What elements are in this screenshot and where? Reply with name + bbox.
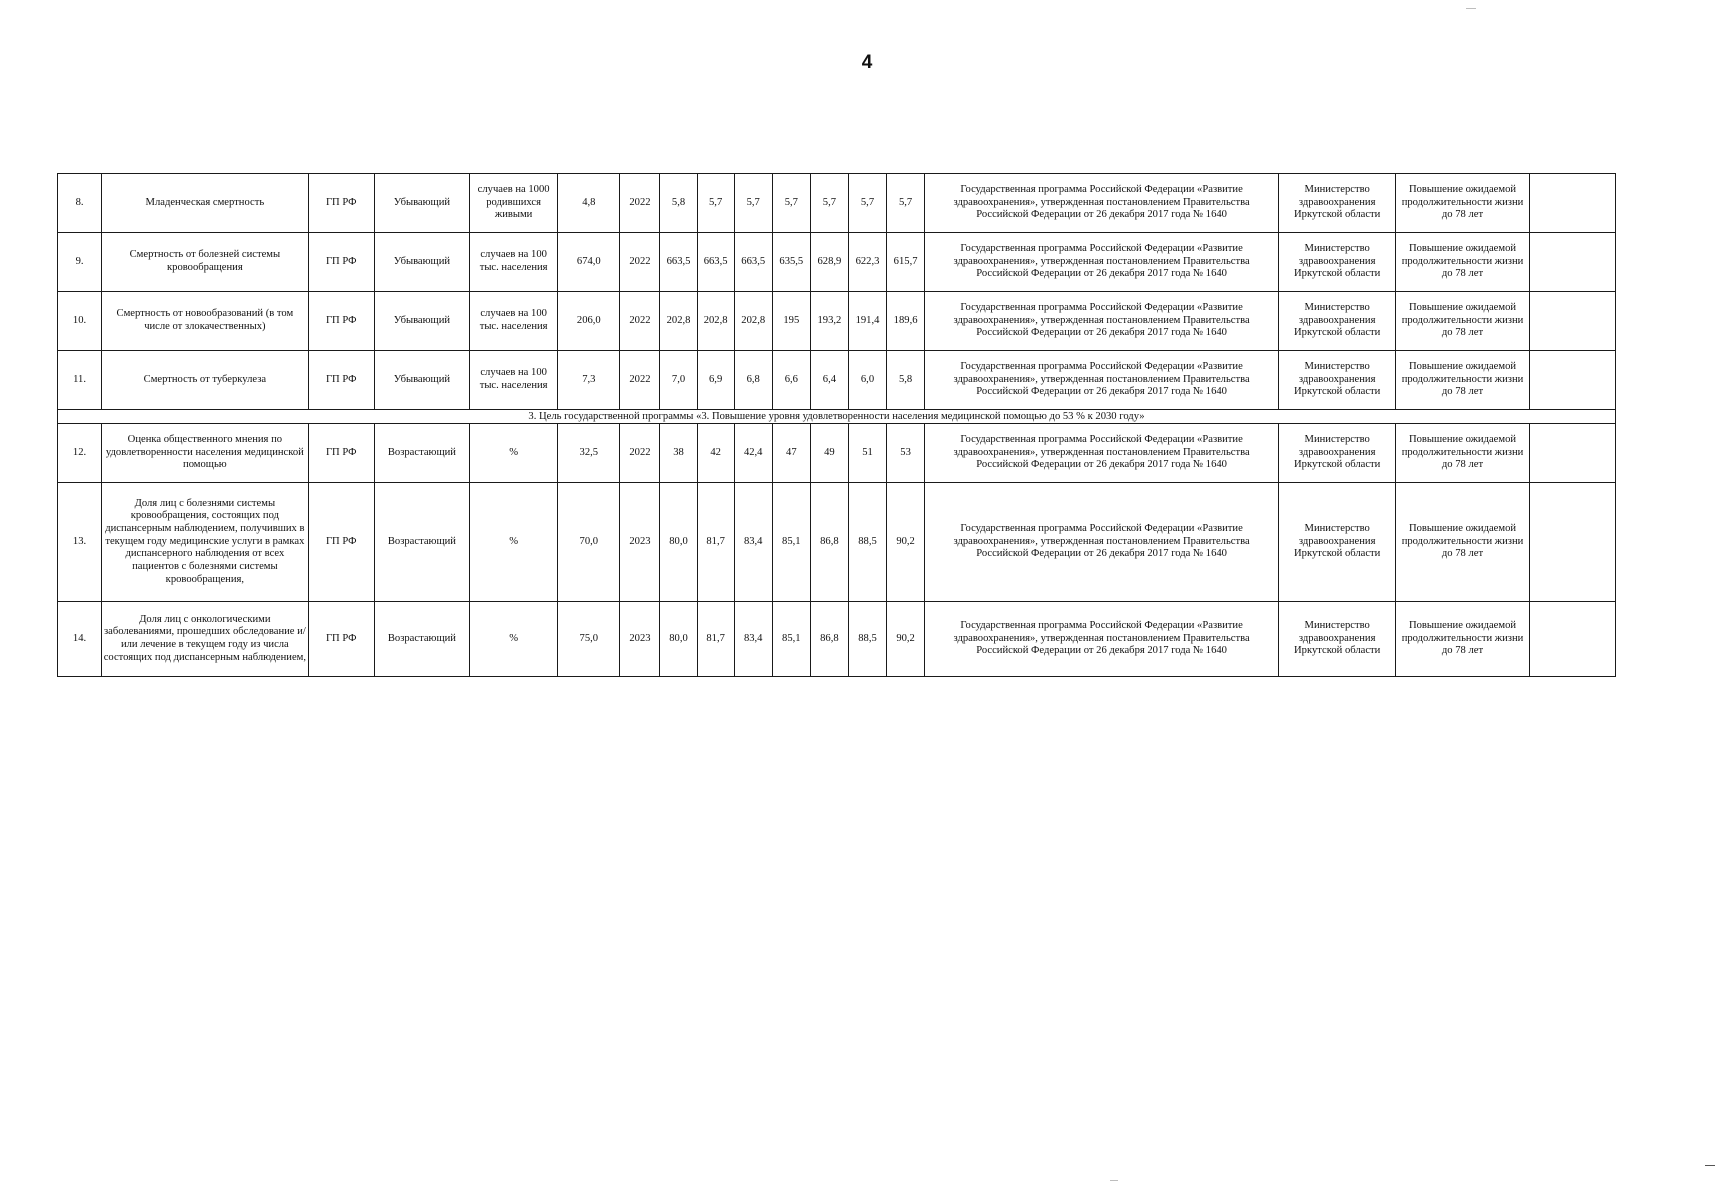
target-value: 6,9 [697, 351, 734, 410]
target-value: 85,1 [772, 602, 810, 677]
indicator-unit: случаев на 100 тыс. населения [470, 351, 558, 410]
extra-cell [1529, 233, 1615, 292]
target-value: 628,9 [810, 233, 848, 292]
target-value: 81,7 [697, 602, 734, 677]
table-row [58, 602, 1616, 677]
linked-goal: Повышение ожидаемой продолжительности жизни до 78 лет [1396, 351, 1529, 410]
target-value: 80,0 [660, 483, 697, 602]
source-document: Государственная программа Российской Федерации «Развитие здравоохранения», утвержденная постановлением Правительства Российской Федерации от 26 декабря 2017 года № 1640 [925, 602, 1279, 677]
indicator-unit: случаев на 100 тыс. населения [470, 292, 558, 351]
row-number: 11. [58, 351, 102, 410]
target-value: 6,6 [772, 351, 810, 410]
indicator-unit: % [470, 483, 558, 602]
indicator-source: ГП РФ [308, 602, 374, 677]
base-value: 206,0 [558, 292, 620, 351]
indicator-direction: Убывающий [374, 351, 469, 410]
target-value: 615,7 [887, 233, 925, 292]
table-row [58, 351, 1616, 410]
target-value: 5,7 [772, 174, 810, 233]
target-value: 5,7 [697, 174, 734, 233]
indicator-name: Младенческая смертность [102, 174, 309, 233]
target-value: 7,0 [660, 351, 697, 410]
target-value: 90,2 [887, 483, 925, 602]
linked-goal: Повышение ожидаемой продолжительности жизни до 78 лет [1396, 233, 1529, 292]
row-number: 14. [58, 602, 102, 677]
target-value: 42,4 [734, 424, 772, 483]
target-value: 83,4 [734, 483, 772, 602]
target-value: 5,8 [887, 351, 925, 410]
indicator-unit: % [470, 602, 558, 677]
linked-goal: Повышение ожидаемой продолжительности жизни до 78 лет [1396, 424, 1529, 483]
row-number: 13. [58, 483, 102, 602]
indicator-source: ГП РФ [308, 233, 374, 292]
linked-goal: Повышение ожидаемой продолжительности жизни до 78 лет [1396, 292, 1529, 351]
source-document: Государственная программа Российской Федерации «Развитие здравоохранения», утвержденная постановлением Правительства Российской Федерации от 26 декабря 2017 года № 1640 [925, 174, 1279, 233]
table-row [58, 233, 1616, 292]
responsible-body: Министерство здравоохранения Иркутской области [1279, 174, 1396, 233]
target-value: 5,7 [734, 174, 772, 233]
target-value: 88,5 [848, 483, 886, 602]
indicator-direction: Убывающий [374, 174, 469, 233]
row-number: 12. [58, 424, 102, 483]
target-value: 6,4 [810, 351, 848, 410]
target-value: 88,5 [848, 602, 886, 677]
indicator-name: Оценка общественного мнения по удовлетворенности населения медицинской помощью [102, 424, 309, 483]
indicator-source: ГП РФ [308, 292, 374, 351]
source-document: Государственная программа Российской Федерации «Развитие здравоохранения», утвержденная постановлением Правительства Российской Федерации от 26 декабря 2017 года № 1640 [925, 424, 1279, 483]
base-year: 2022 [620, 351, 660, 410]
target-value: 42 [697, 424, 734, 483]
indicators-table [57, 173, 1616, 677]
section-row [58, 410, 1616, 424]
target-value: 5,7 [848, 174, 886, 233]
base-value: 32,5 [558, 424, 620, 483]
target-value: 6,0 [848, 351, 886, 410]
row-number: 8. [58, 174, 102, 233]
extra-cell [1529, 292, 1615, 351]
scan-mark [1466, 8, 1476, 9]
responsible-body: Министерство здравоохранения Иркутской области [1279, 602, 1396, 677]
target-value: 202,8 [660, 292, 697, 351]
table-row [58, 424, 1616, 483]
section-title: 3. Цель государственной программы «3. Повышение уровня удовлетворенности населения медицинской помощью до 53 % к 2030 году» [58, 410, 1616, 424]
table-row [58, 483, 1616, 602]
responsible-body: Министерство здравоохранения Иркутской области [1279, 483, 1396, 602]
target-value: 6,8 [734, 351, 772, 410]
target-value: 86,8 [810, 483, 848, 602]
linked-goal: Повышение ожидаемой продолжительности жизни до 78 лет [1396, 602, 1529, 677]
indicator-name: Смертность от болезней системы кровообращения [102, 233, 309, 292]
indicator-direction: Убывающий [374, 233, 469, 292]
source-document: Государственная программа Российской Федерации «Развитие здравоохранения», утвержденная постановлением Правительства Российской Федерации от 26 декабря 2017 года № 1640 [925, 351, 1279, 410]
target-value: 38 [660, 424, 697, 483]
target-value: 622,3 [848, 233, 886, 292]
base-year: 2022 [620, 424, 660, 483]
indicator-unit: случаев на 1000 родившихся живыми [470, 174, 558, 233]
base-value: 7,3 [558, 351, 620, 410]
indicator-source: ГП РФ [308, 483, 374, 602]
base-year: 2023 [620, 602, 660, 677]
target-value: 53 [887, 424, 925, 483]
base-year: 2022 [620, 233, 660, 292]
target-value: 5,8 [660, 174, 697, 233]
table-row [58, 292, 1616, 351]
extra-cell [1529, 483, 1615, 602]
responsible-body: Министерство здравоохранения Иркутской области [1279, 292, 1396, 351]
indicator-direction: Возрастающий [374, 602, 469, 677]
indicator-name: Смертность от туберкулеза [102, 351, 309, 410]
page-number: 4 [861, 52, 873, 73]
indicator-source: ГП РФ [308, 174, 374, 233]
target-value: 47 [772, 424, 810, 483]
base-value: 70,0 [558, 483, 620, 602]
target-value: 663,5 [697, 233, 734, 292]
indicator-name: Доля лиц с онкологическими заболеваниями, прошедших обследование и/или лечение в текущем году из числа состоящих под диспансерным наблюдением, [102, 602, 309, 677]
responsible-body: Министерство здравоохранения Иркутской области [1279, 424, 1396, 483]
target-value: 80,0 [660, 602, 697, 677]
extra-cell [1529, 174, 1615, 233]
indicator-direction: Возрастающий [374, 483, 469, 602]
target-value: 191,4 [848, 292, 886, 351]
indicator-direction: Убывающий [374, 292, 469, 351]
indicator-direction: Возрастающий [374, 424, 469, 483]
base-year: 2022 [620, 292, 660, 351]
indicator-source: ГП РФ [308, 351, 374, 410]
source-document: Государственная программа Российской Федерации «Развитие здравоохранения», утвержденная постановлением Правительства Российской Федерации от 26 декабря 2017 года № 1640 [925, 292, 1279, 351]
target-value: 663,5 [734, 233, 772, 292]
indicator-unit: % [470, 424, 558, 483]
target-value: 189,6 [887, 292, 925, 351]
extra-cell [1529, 351, 1615, 410]
target-value: 193,2 [810, 292, 848, 351]
base-value: 4,8 [558, 174, 620, 233]
target-value: 83,4 [734, 602, 772, 677]
responsible-body: Министерство здравоохранения Иркутской области [1279, 233, 1396, 292]
target-value: 49 [810, 424, 848, 483]
target-value: 51 [848, 424, 886, 483]
linked-goal: Повышение ожидаемой продолжительности жизни до 78 лет [1396, 483, 1529, 602]
indicator-source: ГП РФ [308, 424, 374, 483]
indicator-name: Доля лиц с болезнями системы кровообращения, состоящих под диспансерным наблюдением, получивших в текущем году медицинские услуги в рамках диспансерного наблюдения от всех пациентов с болезнями системы кровообращения, [102, 483, 309, 602]
indicator-name: Смертность от новообразований (в том числе от злокачественных) [102, 292, 309, 351]
table-row [58, 174, 1616, 233]
scan-mark [1705, 1165, 1715, 1166]
target-value: 195 [772, 292, 810, 351]
row-number: 10. [58, 292, 102, 351]
base-year: 2023 [620, 483, 660, 602]
base-value: 75,0 [558, 602, 620, 677]
target-value: 202,8 [697, 292, 734, 351]
extra-cell [1529, 602, 1615, 677]
target-value: 85,1 [772, 483, 810, 602]
target-value: 5,7 [887, 174, 925, 233]
extra-cell [1529, 424, 1615, 483]
target-value: 86,8 [810, 602, 848, 677]
source-document: Государственная программа Российской Федерации «Развитие здравоохранения», утвержденная постановлением Правительства Российской Федерации от 26 декабря 2017 года № 1640 [925, 483, 1279, 602]
linked-goal: Повышение ожидаемой продолжительности жизни до 78 лет [1396, 174, 1529, 233]
target-value: 635,5 [772, 233, 810, 292]
indicator-unit: случаев на 100 тыс. населения [470, 233, 558, 292]
target-value: 5,7 [810, 174, 848, 233]
target-value: 81,7 [697, 483, 734, 602]
responsible-body: Министерство здравоохранения Иркутской области [1279, 351, 1396, 410]
scan-mark [1110, 1180, 1118, 1181]
target-value: 202,8 [734, 292, 772, 351]
base-value: 674,0 [558, 233, 620, 292]
row-number: 9. [58, 233, 102, 292]
source-document: Государственная программа Российской Федерации «Развитие здравоохранения», утвержденная постановлением Правительства Российской Федерации от 26 декабря 2017 года № 1640 [925, 233, 1279, 292]
target-value: 663,5 [660, 233, 697, 292]
target-value: 90,2 [887, 602, 925, 677]
base-year: 2022 [620, 174, 660, 233]
